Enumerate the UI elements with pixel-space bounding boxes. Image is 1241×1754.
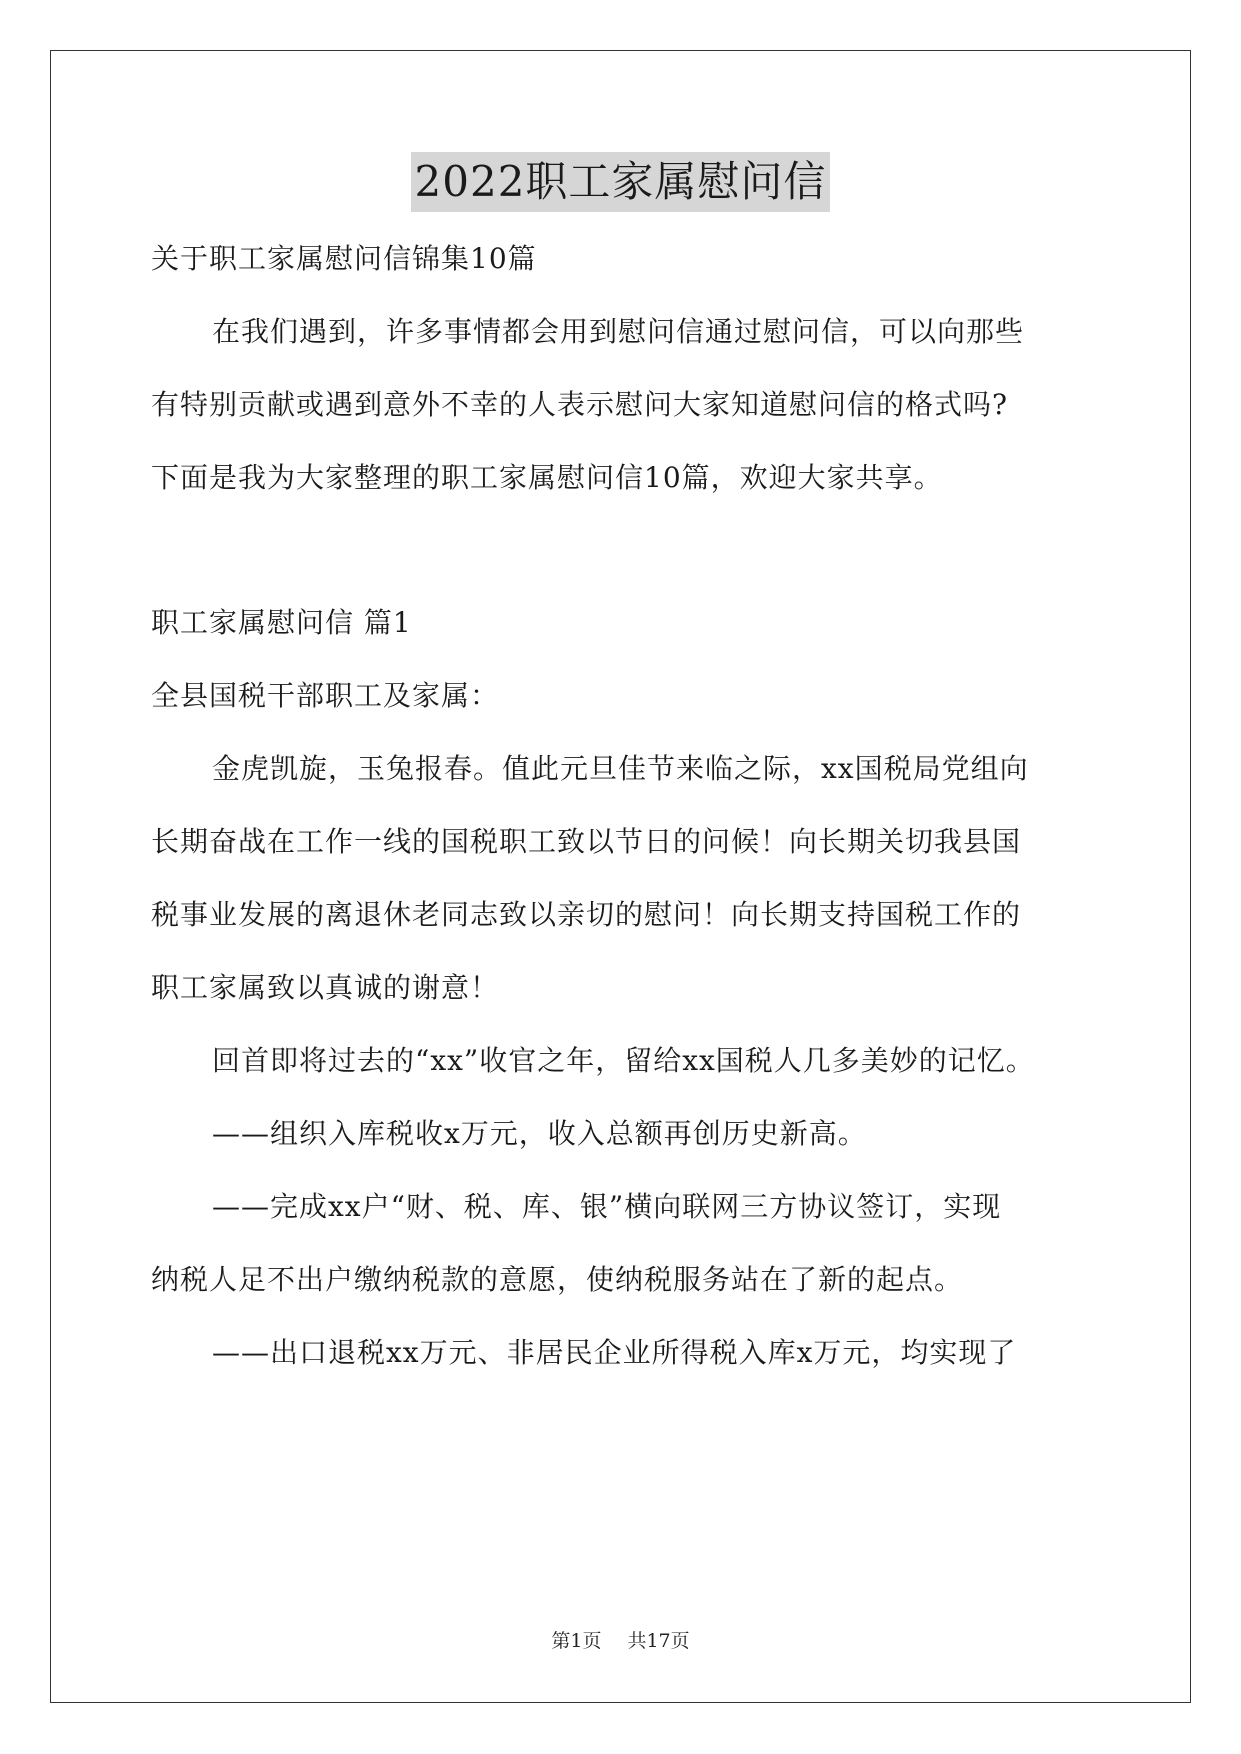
body-line: 金虎凯旋，玉兔报春。值此元旦佳节来临之际，xx国税局党组向 — [212, 752, 1029, 785]
intro-line: 下面是我为大家整理的职工家属慰问信10篇，欢迎大家共享。 — [151, 461, 943, 494]
body-line: 回首即将过去的“xx”收官之年，留给xx国税人几多美妙的记忆。 — [212, 1044, 1035, 1077]
page-number: 第1页 — [551, 1630, 602, 1652]
section-heading: 职工家属慰问信 篇1 — [151, 606, 412, 639]
document-title: 2022职工家属慰问信 — [411, 152, 831, 212]
body-line: 纳税人足不出户缴纳税款的意愿，使纳税服务站在了新的起点。 — [151, 1263, 964, 1296]
intro-line: 在我们遇到，许多事情都会用到慰问信通过慰问信，可以向那些 — [212, 315, 1025, 348]
body-line: 长期奋战在工作一线的国税职工致以节日的问候！向长期关切我县国 — [151, 825, 1022, 858]
page-border — [50, 50, 1191, 1703]
salutation: 全县国税干部职工及家属： — [151, 679, 500, 712]
subtitle: 关于职工家属慰问信锦集10篇 — [151, 242, 537, 275]
title-wrap — [0, 152, 1241, 212]
intro-line: 有特别贡献或遇到意外不幸的人表示慰问大家知道慰问信的格式吗? — [151, 388, 1009, 421]
body-line: ——组织入库税收x万元，收入总额再创历史新高。 — [212, 1117, 867, 1150]
page-footer — [0, 1627, 1241, 1655]
body-line: 税事业发展的离退休老同志致以亲切的慰问！向长期支持国税工作的 — [151, 898, 1022, 931]
body-line: ——出口退税xx万元、非居民企业所得税入库x万元，均实现了 — [212, 1336, 1017, 1369]
body-line: ——完成xx户“财、税、库、银”横向联网三方协议签订，实现 — [212, 1190, 1002, 1223]
page-total: 共17页 — [627, 1630, 690, 1652]
body-line: 职工家属致以真诚的谢意！ — [151, 971, 500, 1004]
